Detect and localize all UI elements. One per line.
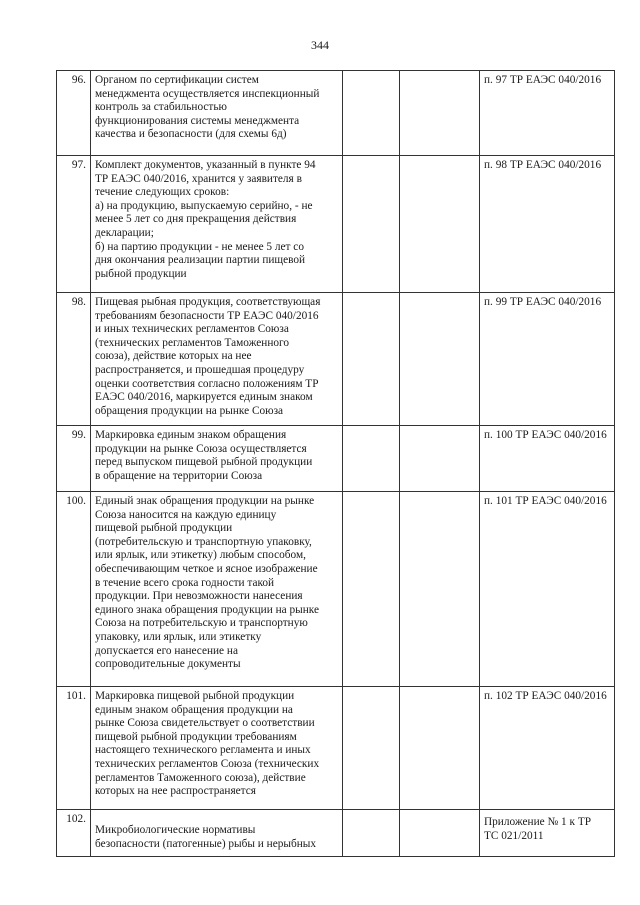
empty-cell bbox=[343, 156, 400, 293]
table-row bbox=[57, 810, 615, 857]
row-number: 102. bbox=[57, 810, 91, 857]
empty-cell bbox=[343, 293, 400, 426]
empty-cell bbox=[400, 810, 480, 857]
empty-cell bbox=[343, 492, 400, 687]
requirement-text: Единый знак обращения продукции на рынке Союза наносится на каждую единицу пищевой рыбной продукции (потребительскую и транспортную упаковку, или ярлык, или этикетку) любым способом, обеспечивающим четкое и ясное изображение в течение всего срока годности такой продукции. При невозможности нанесения единого знака обращения продукции на рынке Союза на потребительскую и транспортную упаковку, или ярлык, или этикетку допускается его нанесение на сопроводительные документы bbox=[91, 492, 343, 687]
requirement-text: Микробиологические нормативы безопасности (патогенные) рыбы и нерыбных bbox=[91, 810, 343, 857]
requirement-text: Комплект документов, указанный в пункте 94 ТР ЕАЭС 040/2016, хранится у заявителя в течение следующих сроков: а) на продукцию, выпускаемую серийно, - не менее 5 лет со дня прекращения действия декларации; б) на партию продукции - не менее 5 лет со дня окончания реализации партии пищевой рыбной продукции bbox=[91, 156, 343, 293]
empty-cell bbox=[400, 426, 480, 492]
requirements-table bbox=[56, 70, 615, 857]
row-number: 100. bbox=[57, 492, 91, 687]
table-row bbox=[57, 426, 615, 492]
table-row bbox=[57, 687, 615, 810]
reference-text: Приложение № 1 к ТР ТС 021/2011 bbox=[480, 810, 615, 857]
requirement-text: Маркировка пищевой рыбной продукции единым знаком обращения продукции на рынке Союза свидетельствует о соответствии пищевой рыбной продукции требованиям настоящего технического регламента и иных технических регламентов Союза (технических регламентов Таможенного союза), действие которых на нее распространяется bbox=[91, 687, 343, 810]
row-number: 101. bbox=[57, 687, 91, 810]
empty-cell bbox=[343, 810, 400, 857]
reference-text: п. 98 ТР ЕАЭС 040/2016 bbox=[480, 156, 615, 293]
empty-cell bbox=[400, 293, 480, 426]
empty-cell bbox=[400, 156, 480, 293]
empty-cell bbox=[400, 71, 480, 156]
empty-cell bbox=[343, 687, 400, 810]
requirement-text: Органом по сертификации систем менеджмента осуществляется инспекционный контроль за стабильностью функционирования системы менеджмента качества и безопасности (для схемы 6д) bbox=[91, 71, 343, 156]
row-number: 98. bbox=[57, 293, 91, 426]
reference-text: п. 100 ТР ЕАЭС 040/2016 bbox=[480, 426, 615, 492]
reference-text: п. 97 ТР ЕАЭС 040/2016 bbox=[480, 71, 615, 156]
reference-text: п. 102 ТР ЕАЭС 040/2016 bbox=[480, 687, 615, 810]
reference-text: п. 101 ТР ЕАЭС 040/2016 bbox=[480, 492, 615, 687]
table-row bbox=[57, 492, 615, 687]
row-number: 97. bbox=[57, 156, 91, 293]
requirement-text: Пищевая рыбная продукция, соответствующая требованиям безопасности ТР ЕАЭС 040/2016 и иных технических регламентов Союза (технических регламентов Таможенного союза), действие которых на нее распространяется, и прошедшая процедуру оценки соответствия согласно положениям ТР ЕАЭС 040/2016, маркируется единым знаком обращения продукции на рынке Союза bbox=[91, 293, 343, 426]
empty-cell bbox=[343, 71, 400, 156]
table-row bbox=[57, 71, 615, 156]
empty-cell bbox=[400, 492, 480, 687]
table-row bbox=[57, 156, 615, 293]
page-number: 344 bbox=[311, 38, 329, 52]
empty-cell bbox=[400, 687, 480, 810]
reference-text: п. 99 ТР ЕАЭС 040/2016 bbox=[480, 293, 615, 426]
empty-cell bbox=[343, 426, 400, 492]
row-number: 96. bbox=[57, 71, 91, 156]
table-row bbox=[57, 293, 615, 426]
requirement-text: Маркировка единым знаком обращения продукции на рынке Союза осуществляется перед выпуском пищевой рыбной продукции в обращение на территории Союза bbox=[91, 426, 343, 492]
row-number: 99. bbox=[57, 426, 91, 492]
